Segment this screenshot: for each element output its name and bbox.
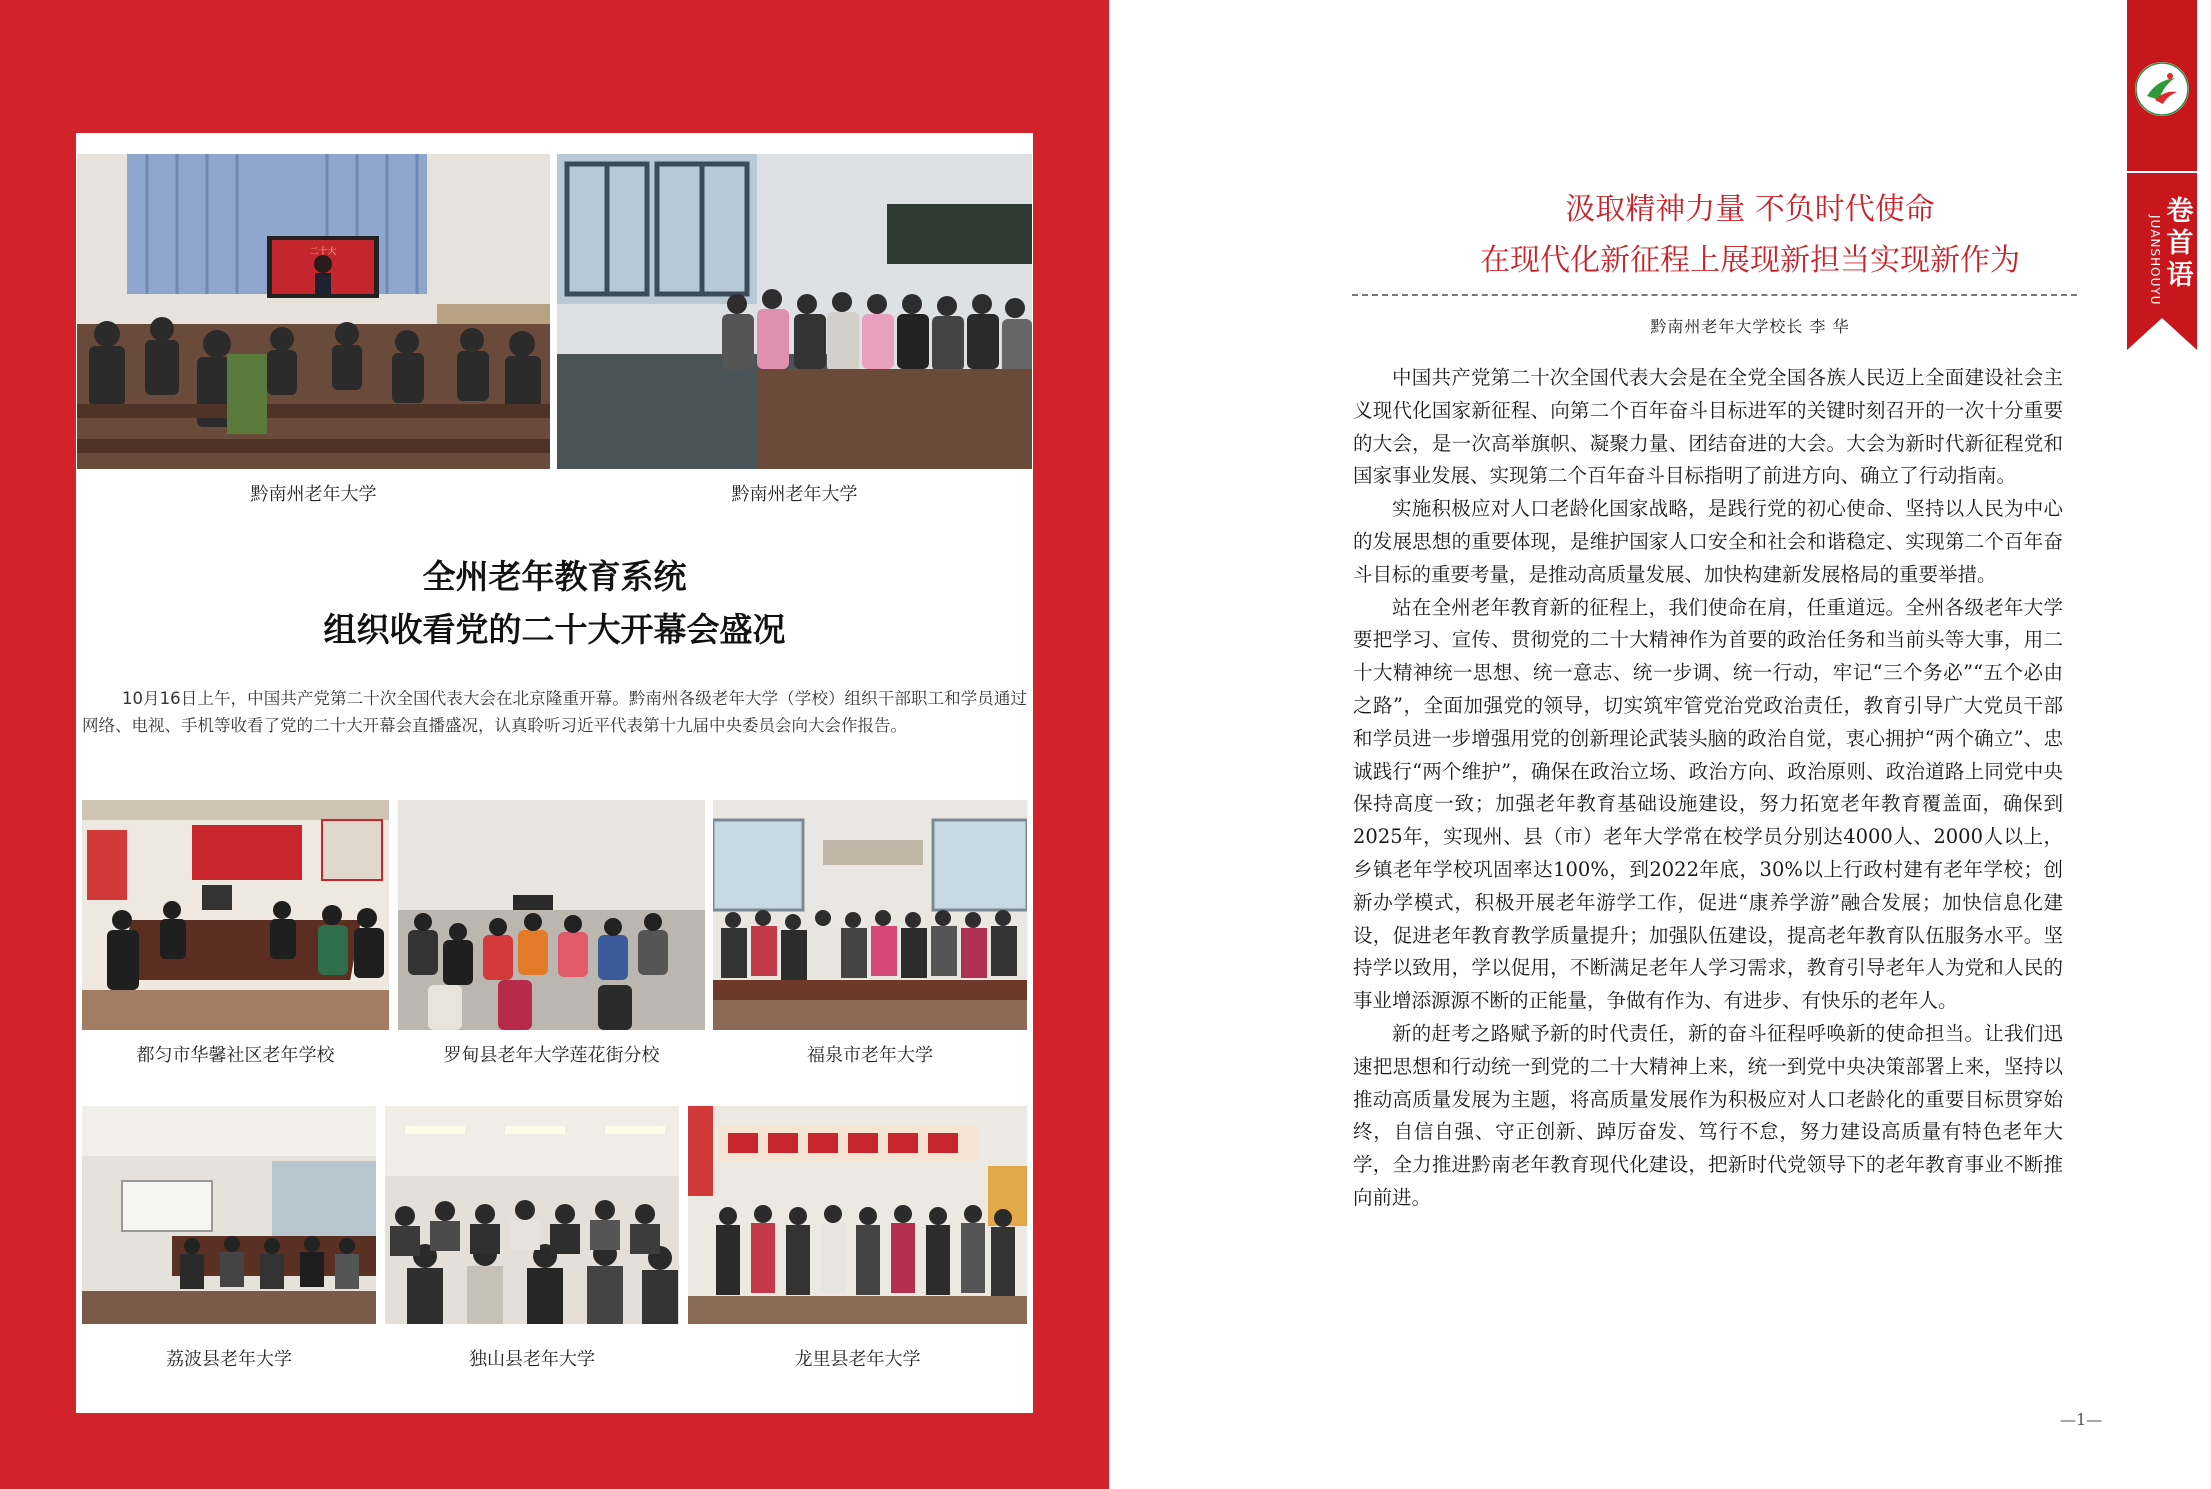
caption-top-left: 黔南州老年大学 bbox=[250, 484, 377, 505]
caption-row3-1: 荔波县老年大学 bbox=[166, 1349, 292, 1370]
headline-line-1: 全州老年教育系统 bbox=[422, 557, 687, 596]
photo-top-left bbox=[77, 154, 550, 469]
seated-crowd-photo bbox=[385, 1106, 679, 1324]
caption-row2-3: 福泉市老年大学 bbox=[807, 1045, 933, 1066]
caption-row3-2: 独山县老年大学 bbox=[469, 1349, 595, 1370]
title-divider bbox=[1352, 294, 2077, 296]
paragraph-2: 实施积极应对人口老龄化国家战略，是践行党的初心使命、坚持以人民为中心的发展思想的重要体现，是维护国家人口安全和社会和谐稳定、实现第二个百年奋斗目标的重要考量，是推动高质量发展、加快构建新发展格局的重要举措。 bbox=[1353, 497, 2063, 586]
caption-top-right: 黔南州老年大学 bbox=[731, 484, 858, 505]
article-title-line-2: 在现代化新征程上展现新担当实现新作为 bbox=[1480, 243, 2020, 278]
section-ribbon bbox=[2127, 0, 2197, 350]
paragraph-3: 站在全州老年教育新的征程上，我们使命在肩，任重道远。全州各级老年大学要把学习、宣传、贯彻党的二十大精神作为首要的政治任务和当前头等大事，用二十大精神统一思想、统一意志、统一步调、统一行动，牢记“三个务必”“五个必由之路”，全面加强党的领导，切实筑牢管党治党政治责任，教育引导广大党员干部和学员进一步增强用党的创新理论武装头脑的政治自觉，衷心拥护“两个确立”、忠诚践行“两个维护”，确保在政治立场、政治方向、政治原则、政治道路上同党中央保持高度一致；加强老年教育基础设施建设，努力拓宽老年教育覆盖面，确保到2025年，实现州、县（市）老年大学常在校学员分别达4000人、2000人以上，乡镇老年学校巩固率达100%，到2022年底，30%以上行政村建有老年学校；创新办学模式，积极开展老年游学工作，促进“康养学游”融合发展；加快信息化建设，促进老年教育教学质量提升；加强队伍建设，提高老年教育队伍服务水平。坚持学以致用，学以促用，不断满足老年人学习需求，教育引导老年人为党和人民的事业增添源源不断的正能量，争做有作为、有进步、有快乐的老年人。 bbox=[1353, 595, 2063, 1013]
standing-hall-photo bbox=[713, 800, 1027, 1030]
photo-top-right bbox=[557, 154, 1032, 469]
photo-row3-2 bbox=[385, 1106, 679, 1324]
caption-row2-1: 都匀市华馨社区老年学校 bbox=[136, 1045, 335, 1066]
intro-paragraph: 10月16日上午，中国共产党第二十次全国代表大会在北京隆重开幕。黔南州各级老年大学（学校）组织干部职工和学员通过网络、电视、手机等收看了党的二十大开幕会直播盛况，认真聆听习近平代表第十九届中央委员会向大会作报告。 bbox=[82, 689, 1027, 735]
photo-row2-1 bbox=[82, 800, 389, 1030]
section-tag: 卷首语 bbox=[2166, 196, 2194, 291]
paragraph-4: 新的赶考之路赋予新的时代责任，新的奋斗征程呼唤新的使命担当。让我们迅速把思想和行动统一到党的二十大精神上来，统一到党中央决策部署上来，坚持以推动高质量发展为主题，将高质量发展作为积极应对人口老龄化的重要目标贯穿始终，自信自强、守正创新、踔厉奋发、笃行不怠，努力建设高质量有特色老年大学，全力推进黔南老年教育现代化建设，把新时代党领导下的老年教育事业不断推向前进。 bbox=[1353, 1021, 2063, 1209]
photo-row2-2 bbox=[398, 800, 705, 1030]
paragraph-1: 中国共产党第二十次全国代表大会是在全党全国各族人民迈上全面建设社会主义现代化国家新征程、向第二个百年奋斗目标进军的关键时刻召开的一次十分重要的大会，是一次高举旗帜、凝聚力量、团结奋进的大会。大会为新时代新征程党和国家事业发展、实现第二个百年奋斗目标指明了前进方向、确立了行动指南。 bbox=[1353, 366, 2063, 488]
photo-row2-3 bbox=[713, 800, 1027, 1030]
article-title-line-1: 汲取精神力量 不负时代使命 bbox=[1565, 192, 1935, 227]
classroom-audience-photo bbox=[557, 154, 1032, 469]
caption-row3-3: 龙里县老年大学 bbox=[794, 1349, 921, 1370]
logo-emblem-icon bbox=[2135, 62, 2189, 116]
photo-row3-1 bbox=[82, 1106, 376, 1324]
section-pinyin: JUANSHOUYU bbox=[2148, 215, 2162, 306]
news-card bbox=[76, 133, 1033, 1413]
article-body bbox=[1353, 362, 2063, 1215]
caption-row2-2: 罗甸县老年大学莲花街分校 bbox=[443, 1045, 660, 1066]
banner-hall-photo bbox=[688, 1106, 1027, 1324]
photo-row3-3 bbox=[688, 1106, 1027, 1324]
hall-seated-photo bbox=[398, 800, 705, 1030]
tv-screen-text: 二十大 bbox=[309, 247, 337, 257]
headline-line-2: 组织收看党的二十大开幕会盛况 bbox=[323, 610, 786, 649]
lecture-room-photo bbox=[82, 1106, 376, 1324]
classroom-tv-photo bbox=[77, 154, 550, 469]
meeting-room-photo bbox=[82, 800, 389, 1030]
page-number: —1— bbox=[2060, 1410, 2103, 1429]
association-logo-icon bbox=[2135, 62, 2189, 116]
byline: 黔南州老年大学校长 李 华 bbox=[1650, 317, 1850, 336]
